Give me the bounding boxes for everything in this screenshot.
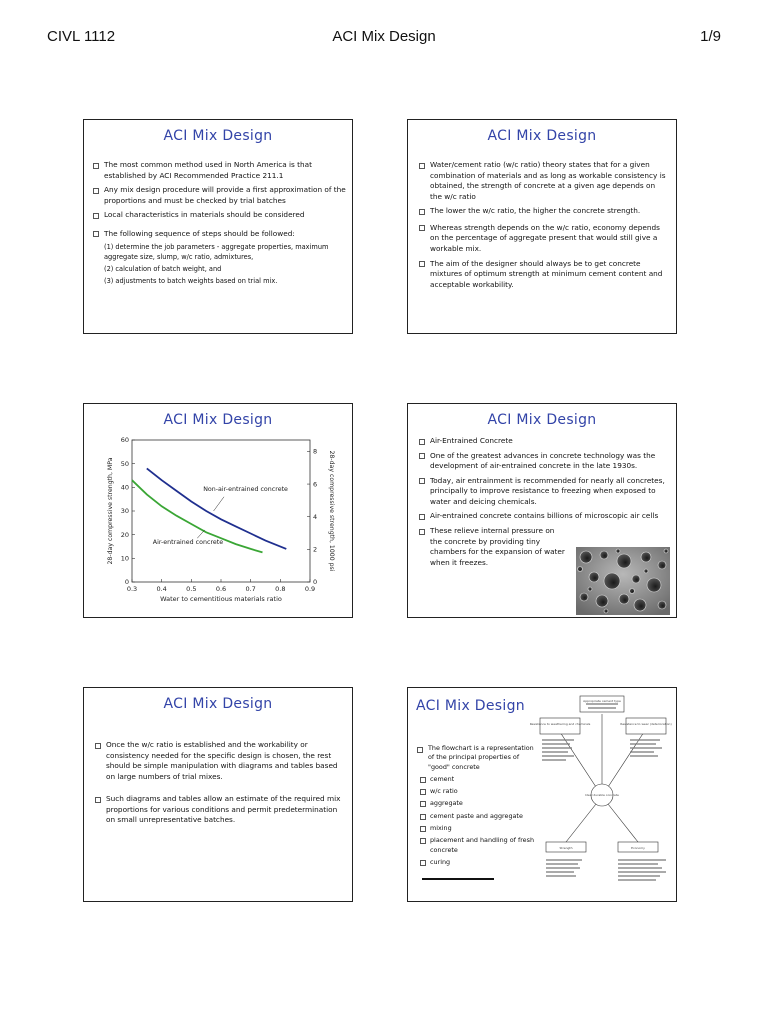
slide-6 [407, 687, 677, 902]
series-label-leader [214, 497, 224, 511]
y-tick-label: 30 [120, 507, 129, 516]
x-axis-label: Water to cementitious materials ratio [160, 595, 282, 603]
slide-4 [407, 403, 677, 618]
slide-title: ACI Mix Design [163, 696, 273, 712]
sub-item: (1) determine the job parameters - aggregate properties, maximum aggregate size, slump, w/c ratio, admixtures, [104, 243, 329, 262]
bullet: The following sequence of steps should be followed: [92, 229, 347, 240]
series-label-non-air: Non-air-entrained concrete [203, 485, 288, 493]
bullet: Any mix design procedure will provide a first approximation of the proportions and must be checked by trial batches [92, 185, 347, 206]
flow-bottom-right-label: Economy [631, 846, 645, 850]
series-label-leader [197, 530, 204, 538]
y2-tick-label: 8 [313, 447, 318, 456]
x-tick-label: 0.4 [156, 585, 167, 593]
bullet: One of the greatest advances in concrete technology was the development of air-entrained concrete in the late 1930s. [418, 451, 670, 472]
bullet: The flowchart is a representation of the principal properties of "good" concrete [416, 744, 534, 772]
plot-frame [132, 440, 310, 582]
slide-title: ACI Mix Design [163, 412, 273, 428]
y-tick-label: 0 [124, 578, 129, 587]
flow-center-label: Ideal durable concrete [585, 793, 619, 797]
slide-2 [407, 119, 677, 334]
y-tick-label: 60 [120, 436, 129, 445]
slide-5 [83, 687, 353, 902]
concrete-properties-flowchart [530, 692, 674, 897]
sub-item: (2) calculation of batch weight, and [104, 265, 222, 274]
list-item: w/c ratio [416, 787, 534, 796]
y2-tick-label: 4 [313, 512, 318, 521]
bullet: Today, air entrainment is recommended for nearly all concretes, principally to improve resistance to freezing when exposed to water and deicing chemicals. [418, 476, 670, 508]
bullet: Air-entrained concrete contains billions of microscopic air cells [418, 511, 670, 522]
y-tick-label: 10 [120, 554, 129, 563]
bullet: The aim of the designer should always be to get concrete mixtures of optimum strength at minimum cement content and acceptable workability. [418, 259, 668, 291]
list-item: cement paste and aggregate [416, 812, 534, 821]
y-tick-label: 50 [120, 459, 129, 468]
flow-bottom-left-label: Strength [559, 846, 573, 850]
y-axis-label: 28-day compressive strength, MPa [107, 457, 114, 565]
list-item: mixing [416, 824, 534, 833]
bullet: These relieve internal pressure on the concrete by providing tiny chambers for the expansion of water when it freezes. [418, 526, 568, 568]
slide-1 [83, 119, 353, 334]
list-item: placement and handling of fresh concrete [416, 836, 534, 855]
y2-axis-label: 28-day compressive strength, 1000 psi [328, 450, 335, 572]
x-tick-label: 0.7 [245, 585, 256, 593]
bullet: Once the w/c ratio is established and the workability or consistency needed for the specific design is chosen, the rest should be simple manipulation with diagrams and tables based on large numbers of trial mixes. [94, 740, 344, 782]
slide-title: ACI Mix Design [416, 698, 525, 714]
bullet: The lower the w/c ratio, the higher the concrete strength. [418, 206, 668, 217]
slide-title: ACI Mix Design [163, 128, 273, 144]
x-tick-label: 0.3 [126, 585, 138, 593]
flow-right-label: Resistance to wear (deterioration) [620, 722, 672, 726]
page-header-course: CIVL 1112 [47, 28, 116, 45]
bullet: Whereas strength depends on the w/c ratio, economy depends on the percentage of aggregate present that would still give a workable mix. [418, 223, 668, 255]
list-item: aggregate [416, 799, 534, 808]
bullet: Local characteristics in materials should be considered [92, 210, 347, 221]
x-tick-label: 0.6 [215, 585, 227, 593]
bullet: Air-Entrained Concrete [418, 436, 670, 447]
list-item: cement [416, 775, 534, 784]
x-tick-label: 0.8 [275, 585, 286, 593]
divider-line [422, 878, 494, 880]
y-tick-label: 40 [120, 483, 129, 492]
flow-top-label: Appropriate cement type [583, 699, 621, 703]
page-header-title: ACI Mix Design [332, 28, 436, 45]
slide-3 [83, 403, 353, 618]
air-voids-photo [576, 547, 670, 615]
slide-title: ACI Mix Design [487, 128, 597, 144]
y2-tick-label: 6 [313, 480, 318, 489]
flow-left-label: Resistance to weathering and chemicals [530, 722, 591, 726]
y2-tick-label: 2 [313, 545, 318, 554]
strength-vs-wc-chart [88, 432, 350, 612]
bullet: Water/cement ratio (w/c ratio) theory states that for a given combination of materials and as long as workable consistency is obtained, the strength of concrete at a given age depends on the w/c ratio [418, 160, 668, 202]
y2-tick-label: 0 [313, 578, 318, 587]
bullet: Such diagrams and tables allow an estimate of the required mix proportions for various conditions and permit predetermination on small unrepresentative batches. [94, 794, 344, 826]
list-item: curing [416, 858, 534, 867]
y-tick-label: 20 [120, 530, 129, 539]
x-tick-label: 0.9 [304, 585, 316, 593]
series-label-air: Air-entrained concrete [152, 539, 224, 547]
x-tick-label: 0.5 [186, 585, 197, 593]
sub-item: (3) adjustments to batch weights based on trial mix. [104, 277, 278, 286]
page-header-number: 1/9 [700, 28, 721, 45]
slide-title: ACI Mix Design [487, 412, 597, 428]
bullet: The most common method used in North America is that established by ACI Recommended Practice 211.1 [92, 160, 347, 181]
